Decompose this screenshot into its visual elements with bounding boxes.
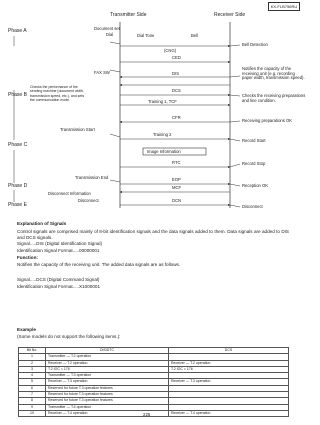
intro-paragraph: Control signals are comprised mainly of 8-bit identification signals and the data signals added to them. Data signals are added to DIS and DCS signals. xyxy=(17,229,289,240)
table-row: 7 Reserved for future T.3 operation features xyxy=(19,392,289,398)
receiving-ok-label: Receiving preparations OK xyxy=(242,118,293,123)
table-row: 2 Receiver — T.2 operation Receiver — T.2 operation xyxy=(19,360,289,366)
dial-label: Dial xyxy=(106,32,114,37)
checks-preparation-note: Checks the receiving preparations and line condition. xyxy=(242,93,306,103)
disconnect-right-label: Disconnect xyxy=(242,204,263,209)
transmitter-side-label: Transmitter Side xyxy=(110,12,147,18)
training-1-label: Training 1, TCF xyxy=(148,99,177,104)
dcs-signal-line: Signal.....DCS (Digital Command Signal) xyxy=(17,277,100,282)
dis-signal-line: Signal.....DIS (Digital Identification Signal) xyxy=(17,241,103,246)
table-row: 3 T.2 IOC = 176 T.2 IOC = 176 xyxy=(19,366,289,372)
receiver-side-label: Receiver Side xyxy=(214,12,246,18)
phase-e-label: Phase E xyxy=(8,202,27,208)
cng-label: (CNG) xyxy=(164,48,177,53)
page-number: 225 xyxy=(143,412,151,417)
phase-d-label: Phase D xyxy=(8,183,28,189)
dis-format-line: Identification Signal Format.....00000001 xyxy=(17,248,100,253)
table-row: 6 Reserved for future T.3 operation features xyxy=(19,385,289,391)
table-row: 4 Transmitter — T.3 operation xyxy=(19,373,289,379)
col-dis-dtc: DIS/DTC xyxy=(46,348,169,354)
disconnect-information-label: Disconnect Information xyxy=(48,191,91,196)
phase-a-label: Phase A xyxy=(8,28,27,34)
col-bit-no: Bit No. xyxy=(19,348,46,354)
bell-label: Bell xyxy=(191,33,198,38)
function-label: Function: xyxy=(17,255,38,260)
mcf-label: MCF xyxy=(172,185,182,190)
record-start-label: Record Start xyxy=(242,138,266,143)
dcn-label: DCN xyxy=(172,198,182,203)
function-text: Notifies the capacity of the receiving unit. The added data signals are as follows. xyxy=(17,262,181,267)
table-row: 5 Receiver — T.3 operation Receiver — T.3 operation xyxy=(19,379,289,385)
cfr-label: CFR xyxy=(172,115,181,120)
phase-c-label: Phase C xyxy=(8,142,28,148)
dcs-label: DCS xyxy=(172,88,181,93)
notify-capacity-note: Notifies the capacity of the receiving unit (e.g. recording paper width, transmission speed). xyxy=(242,66,305,81)
example-label: Example xyxy=(17,327,36,332)
transmission-end-label: Transmission End xyxy=(75,175,109,180)
document-set-label: Document set xyxy=(94,26,120,31)
example-note: (Some models do not support the following items.): xyxy=(17,334,121,339)
ced-label: CED xyxy=(172,55,181,60)
rtc-label: RTC xyxy=(172,160,181,165)
table-row: 9 Transmitter — T.4 operation xyxy=(19,404,289,410)
dcs-format-line: Identification Signal Format.....X1000001 xyxy=(17,284,100,289)
bell-detection-label: Bell Detection xyxy=(242,42,268,47)
table-row: 10 Receiver — T.4 operation Receiver — T.4 operation xyxy=(19,410,289,416)
phase-b-label: Phase B xyxy=(8,92,27,98)
disconnect-left-label: Disconnect xyxy=(78,198,99,203)
image-information-label: Image Information xyxy=(147,148,181,154)
eop-label: EOP xyxy=(172,177,181,182)
check-performance-note: Checks the performance of the sending machine (document width, transmission speed, etc.), and sets the communication mode. xyxy=(30,85,85,102)
reception-ok-label: Reception OK xyxy=(242,183,269,188)
col-dcs: DCS xyxy=(169,348,289,354)
training-2-label: Training 2 xyxy=(153,132,172,137)
transmission-start-label: Transmission Start xyxy=(60,127,95,132)
bit-table xyxy=(18,347,289,417)
record-stop-label: Record Stop xyxy=(242,161,266,166)
model-number-tag: KX-FLB756RU xyxy=(268,2,300,11)
table-row: 8 Reserved for future T.3 operation features xyxy=(19,398,289,404)
explanation-heading: Explanation of Signals xyxy=(17,221,67,226)
dial-tone-label: Dial Tone xyxy=(137,33,155,38)
table-row: 1 Transmitter — T.2 operation xyxy=(19,354,289,360)
fax-sw-label: FAX SW xyxy=(94,70,110,75)
dis-label: DIS xyxy=(172,71,179,76)
